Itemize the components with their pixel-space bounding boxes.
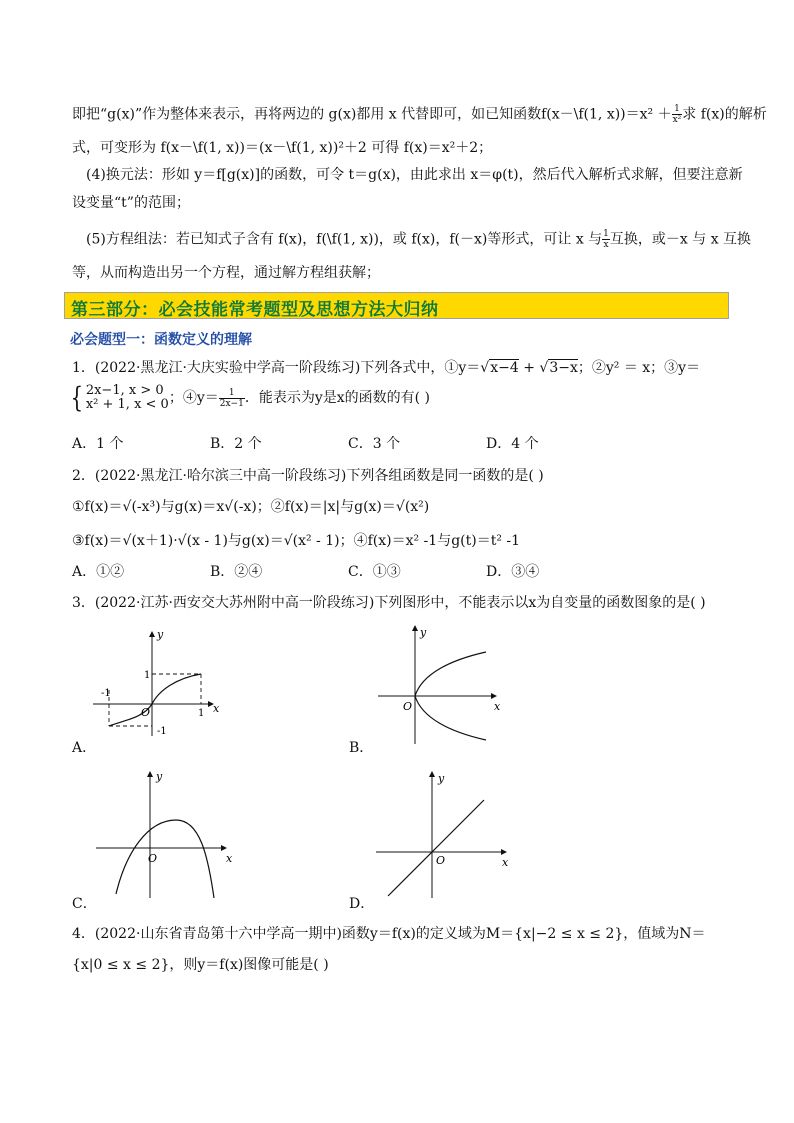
intro-line-1-tail: 求 f(x)的解析 (682, 106, 767, 123)
q1-option-c[interactable]: C．3 个 (348, 436, 401, 452)
intro-line-5-tail: 互换，或－x 与 x 互换 (609, 231, 752, 248)
q3-graph-a-label[interactable]: A． (72, 740, 97, 756)
q1-stem-line-2 (68, 381, 431, 414)
q4-stem-line-1: 4．(2022·山东省青岛第十六中学高一期中)函数y＝f(x)的定义域为M＝{x|−2 ≤ x ≤ 2}，值域为N＝ (72, 926, 706, 942)
q3-graph-c (90, 770, 240, 900)
q3-d-axis-x: x (502, 856, 509, 869)
intro-frac-den: x² (672, 115, 682, 125)
q3-a-tick-1-x: 1 (198, 708, 205, 719)
q3-a-axis-y: y (157, 628, 164, 641)
q3-b-axis-x: x (494, 700, 501, 713)
q3-a-tick-1-y: 1 (144, 670, 151, 681)
q3-stem: 3．(2022·江苏·西安交大苏州附中高一阶段练习)下列图形中，不能表示以x为自变量的函数图象的是( ) (72, 595, 706, 611)
q3-graph-b (370, 622, 520, 747)
q1-case-1: 2x−1, x > 0 (85, 383, 164, 398)
q3-c-axis-x: x (226, 852, 233, 865)
intro-line5-frac-num: 1 (603, 229, 609, 239)
q2-option-c[interactable]: C．①③ (348, 564, 401, 580)
intro-line-3: (4)换元法：形如 y＝f[g(x)]的函数，可令 t＝g(x)，由此求出 x＝φ(t)，然后代入解析式求解，但要注意新 (86, 167, 743, 183)
q2-option-d[interactable]: D．③④ (486, 564, 540, 580)
q2-option-b[interactable]: B．②④ (210, 564, 263, 580)
q1-stem-a: 1．(2022·黑龙江·大庆实验中学高一阶段练习)下列各式中，①y＝ (72, 360, 481, 376)
intro-line-5-text: (5)方程组法：若已知式子含有 f(x)，f(\f(1, x))，或 f(x)，f(－x)等形式，可让 x 与 (86, 231, 603, 248)
q1-stem-c: ；④y＝ (168, 390, 219, 406)
q3-c-origin: O (148, 852, 158, 865)
q3-b-axis-y: y (420, 626, 427, 639)
intro-line-1-text: 即把“g(x)”作为整体来表示，再将两边的 g(x)都用 x 代替即可，如已知函数f(x－\f(1, x))＝x² ＋ (72, 106, 672, 123)
intro-frac-num: 1 (672, 104, 683, 115)
q4-stem-line-2: {x|0 ≤ x ≤ 2}，则y＝f(x)图像可能是( ) (72, 957, 329, 973)
q3-d-origin: O (436, 854, 446, 867)
q3-graph-b-label[interactable]: B． (349, 740, 374, 756)
intro-line-2: 式，可变形为 f(x－\f(1, x))＝(x－\f(1, x))²＋2 可得 f(x)＝x²＋2； (72, 140, 493, 156)
intro-fraction (672, 104, 683, 125)
q1-frac-num: 1 (219, 388, 245, 399)
q1-fraction (219, 388, 245, 409)
q3-graph-a (85, 628, 235, 738)
q1-sqrt-1: x−4 (490, 360, 519, 376)
q3-graph-d (370, 770, 520, 900)
q3-graph-c-label[interactable]: C． (72, 896, 97, 912)
section-heading-bar (64, 292, 729, 319)
intro-line-5 (86, 229, 751, 250)
q1-stem-d: ．能表示为y是x的函数的有( ) (244, 390, 431, 406)
q3-c-axis-y: y (156, 770, 163, 783)
q3-a-origin: O (141, 706, 151, 719)
q1-option-b[interactable]: B．2 个 (210, 436, 262, 452)
q3-a-tick-neg1-y: -1 (157, 726, 167, 737)
section-subtitle: 必会题型一：函数定义的理解 (70, 332, 252, 348)
q1-stem-b: ；②y² ＝ x；③y＝ (577, 360, 701, 376)
q3-b-origin: O (403, 700, 413, 713)
q1-stem-line-1: 1．(2022·黑龙江·大庆实验中学高一阶段练习)下列各式中，①y＝√x−4 + √3−x；②y² ＝ x；③y＝ (72, 360, 701, 376)
q1-brace: { (70, 381, 84, 414)
q1-case-2: x² + 1, x < 0 (85, 397, 169, 412)
q1-plus: + (518, 360, 540, 376)
q3-a-axis-x: x (213, 702, 220, 715)
q3-a-tick-neg1-x: -1 (101, 688, 111, 699)
section-title: 第三部分：必会技能常考题型及思想方法大归纳 (71, 300, 439, 320)
q1-option-a[interactable]: A．1 个 (72, 436, 124, 452)
q2-stem: 2．(2022·黑龙江·哈尔滨三中高一阶段练习)下列各组函数是同一函数的是( ) (72, 468, 544, 484)
q1-piecewise (68, 381, 169, 414)
q3-d-axis-y: y (438, 772, 445, 785)
q1-frac-den: 2x−1 (219, 398, 244, 409)
q2-option-a[interactable]: A．①② (72, 564, 125, 580)
q1-option-d[interactable]: D．4 个 (486, 436, 539, 452)
intro-line-5-fraction (602, 229, 610, 250)
intro-line-6: 等，从而构造出另一个方程，通过解方程组获解； (72, 265, 380, 281)
intro-line-1 (72, 104, 767, 125)
intro-line5-frac-den: x (603, 240, 609, 250)
q3-graph-d-label[interactable]: D． (349, 896, 375, 912)
intro-line-4: 设变量“t”的范围； (72, 195, 190, 211)
q2-row-1: ①f(x)＝√(-x³)与g(x)＝x√(-x)；②f(x)＝|x|与g(x)＝√(x²) (72, 499, 430, 515)
q2-row-2: ③f(x)＝√(x＋1)·√(x - 1)与g(x)＝√(x² - 1)；④f(x)＝x² -1与g(t)＝t² -1 (72, 533, 521, 549)
q1-sqrt-2: 3−x (549, 360, 578, 376)
